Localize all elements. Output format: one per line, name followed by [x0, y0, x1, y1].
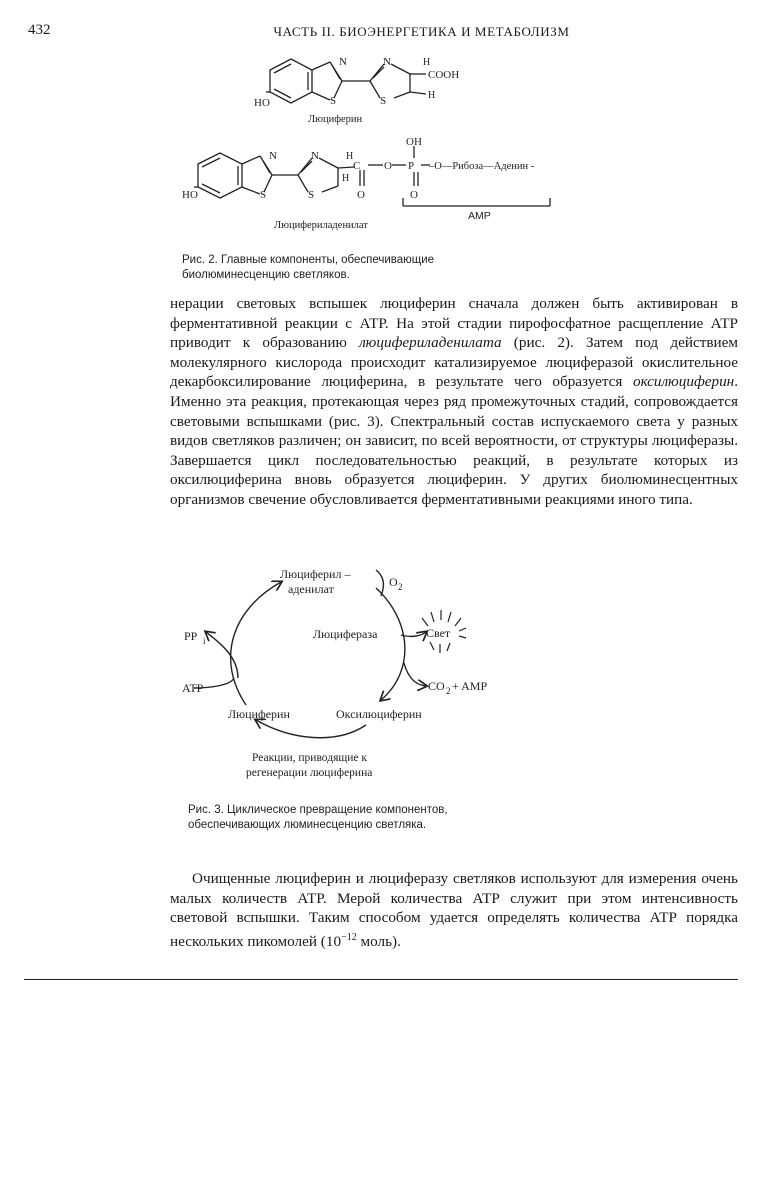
- page-number: 432: [28, 22, 51, 38]
- term-oxyluciferin: оксилюциферин: [632, 373, 735, 391]
- adenylate-s2-label: S: [308, 189, 315, 201]
- adenylate-s1-label: S: [260, 189, 267, 201]
- paragraph-1-text-a: нерации световых вспышек люциферин сначала должен быть активирован в ферментативной реакции с АТР. На этой стадии пирофосфатное расщепление АТР приводит к образованию: [170, 295, 738, 352]
- luciferin-n2-label: N: [383, 56, 391, 68]
- luciferin-cooh-label: COOH: [428, 69, 460, 81]
- arc-bottom: [256, 720, 366, 738]
- cycle-luciferyl-adenylate-line1: Люциферил –: [280, 567, 351, 581]
- light-branch: [401, 632, 426, 636]
- luciferin-s1-label: S: [330, 95, 337, 107]
- adenylate-h2-label: H: [342, 173, 350, 184]
- luciferin-label: Люциферин: [308, 114, 363, 125]
- cycle-co2-subscript: 2: [446, 686, 451, 696]
- amp-label: AMP: [468, 210, 491, 222]
- adenylate-h1-label: H: [346, 151, 354, 162]
- exponent: −12: [341, 931, 357, 943]
- adenylate-o-carbonyl-label: O: [357, 189, 365, 201]
- cycle-amp-label: + AMP: [452, 679, 488, 693]
- cycle-o2-label: O: [389, 575, 398, 589]
- cycle-luciferyl-adenylate-line2: аденилат: [288, 582, 334, 596]
- arc-right: [376, 588, 405, 700]
- term-luciferyl-adenylate: люцифериладенилата: [359, 334, 502, 352]
- paragraph-2-text-b: моль).: [356, 932, 401, 950]
- cycle-atp-label: ATP: [182, 681, 204, 695]
- cycle-o2-subscript: 2: [398, 582, 403, 592]
- luciferin-s2-label: S: [380, 95, 387, 107]
- adenylate-ho-label: HO: [182, 189, 198, 201]
- adenylate-c-label: C: [353, 160, 361, 172]
- adenylate-benzene-ring: [198, 153, 242, 198]
- ribose-adenine-label: –O—Рибоза—Аденин -: [429, 161, 535, 172]
- paragraph-1: [170, 294, 738, 510]
- luciferin-h2-label: H: [428, 90, 436, 101]
- adenylate-n2-label: N: [311, 150, 319, 162]
- co2-branch: [404, 663, 426, 686]
- running-title: ЧАСТЬ II. БИОЭНЕРГЕТИКА И МЕТАБОЛИЗМ: [273, 24, 570, 39]
- adenylate-oh-label: OH: [406, 136, 422, 148]
- paragraph-2: [170, 869, 738, 951]
- luciferin-n1-label: N: [339, 56, 347, 68]
- cycle-pp-subscript: i: [203, 636, 206, 646]
- figure-3-caption: Рис. 3. Циклическое превращение компонентов, обеспечивающих люминесценцию светляка.: [188, 804, 448, 831]
- luciferin-h1-label: H: [423, 57, 431, 68]
- adenylate-o-phosphoryl-label: O: [410, 189, 418, 201]
- luciferin-benzene-ring: [270, 59, 312, 103]
- cycle-co2-label: CO: [428, 679, 445, 693]
- paragraph-2-text-a: Очищенные люциферин и люциферазу светляков используют для измерения очень малых количеств АТР. Мерой количества АТР служит при этом интенсивность световой вспышки. Таким способом удается определять количества АТР порядка нескольких пикомолей (10: [170, 870, 738, 950]
- adenylate-n1-label: N: [269, 150, 277, 162]
- cycle-luciferin-label: Люциферин: [228, 707, 290, 721]
- figure-2-caption: Рис. 2. Главные компоненты, обеспечивающие биолюминесценцию светляков.: [182, 254, 435, 281]
- adenylate-p-label: P: [408, 160, 415, 172]
- arc-left: [231, 582, 281, 705]
- cycle-regeneration-line2: регенерации люциферина: [246, 767, 373, 779]
- luciferin-ho-label: HO: [254, 97, 270, 109]
- cycle-light-label: Свет: [426, 626, 451, 640]
- figure-3-cycle-diagram: [176, 560, 536, 785]
- cycle-regeneration-line1: Реакции, приводящие к: [252, 752, 367, 764]
- luciferyl-adenylate-label: Люцифериладенилат: [274, 220, 368, 231]
- paragraph-1-text-c: . Именно эта реакция, протекающая через ряд промежуточных стадий, сопровождается световыми вспышками (рис. 3). Спектральный состав испускаемого света у разных видов светляков различен; он зависит, по всей вероятности, от структуры люциферазы. Завершается цикл последовательностью реакций, в результате которых из оксилюциферина вновь образуется люциферин. У других биолюминесцентных организмов свечение обусловливается ферментативными реакциями иного типа.: [170, 373, 738, 508]
- adenylate-o-bridge-label: O: [384, 160, 392, 172]
- footer-rule: [24, 979, 738, 980]
- figure-2-structures: [170, 48, 590, 238]
- paragraph-1-text-b: (рис. 2). Затем под действием молекулярного кислорода происходит катализируемое люциферазой окислительное декарбоксилирование люциферина, в результате чего образуется: [170, 334, 738, 391]
- cycle-pp-label: PP: [184, 629, 198, 643]
- cycle-oxyluciferin-label: Оксилюциферин: [336, 707, 422, 721]
- cycle-luciferase-label: Люцифераза: [313, 627, 378, 641]
